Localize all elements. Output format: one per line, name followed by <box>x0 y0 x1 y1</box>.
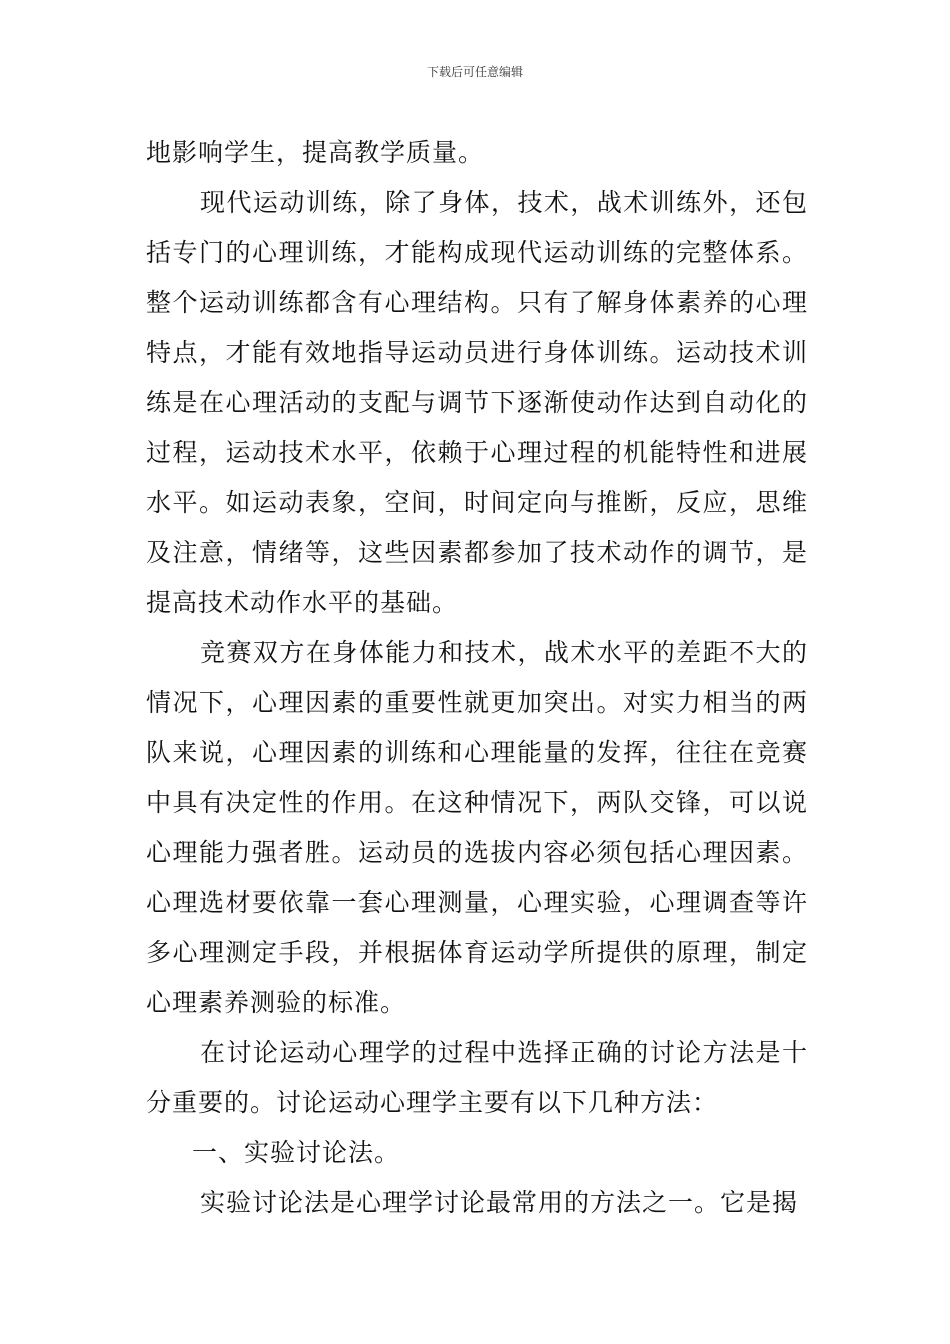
page-header: 下载后可任意编辑 <box>426 65 523 79</box>
paragraph-methods-intro: 在讨论运动心理学的过程中选择正确的讨论方法是十分重要的。讨论运动心理学主要有以下几种方法： <box>146 1038 808 1117</box>
paragraph-continuation: 地影响学生，提高教学质量。 <box>146 138 485 167</box>
document-body <box>146 128 808 1228</box>
paragraph-experiment: 实验讨论法是心理学讨论最常用的方法之一。它是揭 <box>200 1188 799 1217</box>
paragraph-training: 现代运动训练，除了身体，技术，战术训练外，还包括专门的心理训练，才能构成现代运动训练的完整体系。整个运动训练都含有心理结构。只有了解身体素养的心理特点，才能有效地指导运动员进行身体训练。运动技术训练是在心理活动的支配与调节下逐渐使动作达到自动化的过程，运动技术水平，依赖于心理过程的机能特性和进展水平。如运动表象，空间，时间定向与推断，反应，思维及注意，情绪等，这些因素都参加了技术动作的调节，是提高技术动作水平的基础。 <box>146 188 808 617</box>
paragraph-competition: 竞赛双方在身体能力和技术，战术水平的差距不大的情况下，心理因素的重要性就更加突出。对实力相当的两队来说，心理因素的训练和心理能量的发挥，往往在竞赛中具有决定性的作用。在这种情况下，两队交锋，可以说心理能力强者胜。运动员的选拔内容必须包括心理因素。心理选材要依靠一套心理测量，心理实验，心理调查等许多心理测定手段，并根据体育运动学所提供的原理，制定心理素养测验的标准。 <box>146 638 808 1017</box>
section-heading-experiment: 一、实验讨论法。 <box>192 1138 401 1167</box>
